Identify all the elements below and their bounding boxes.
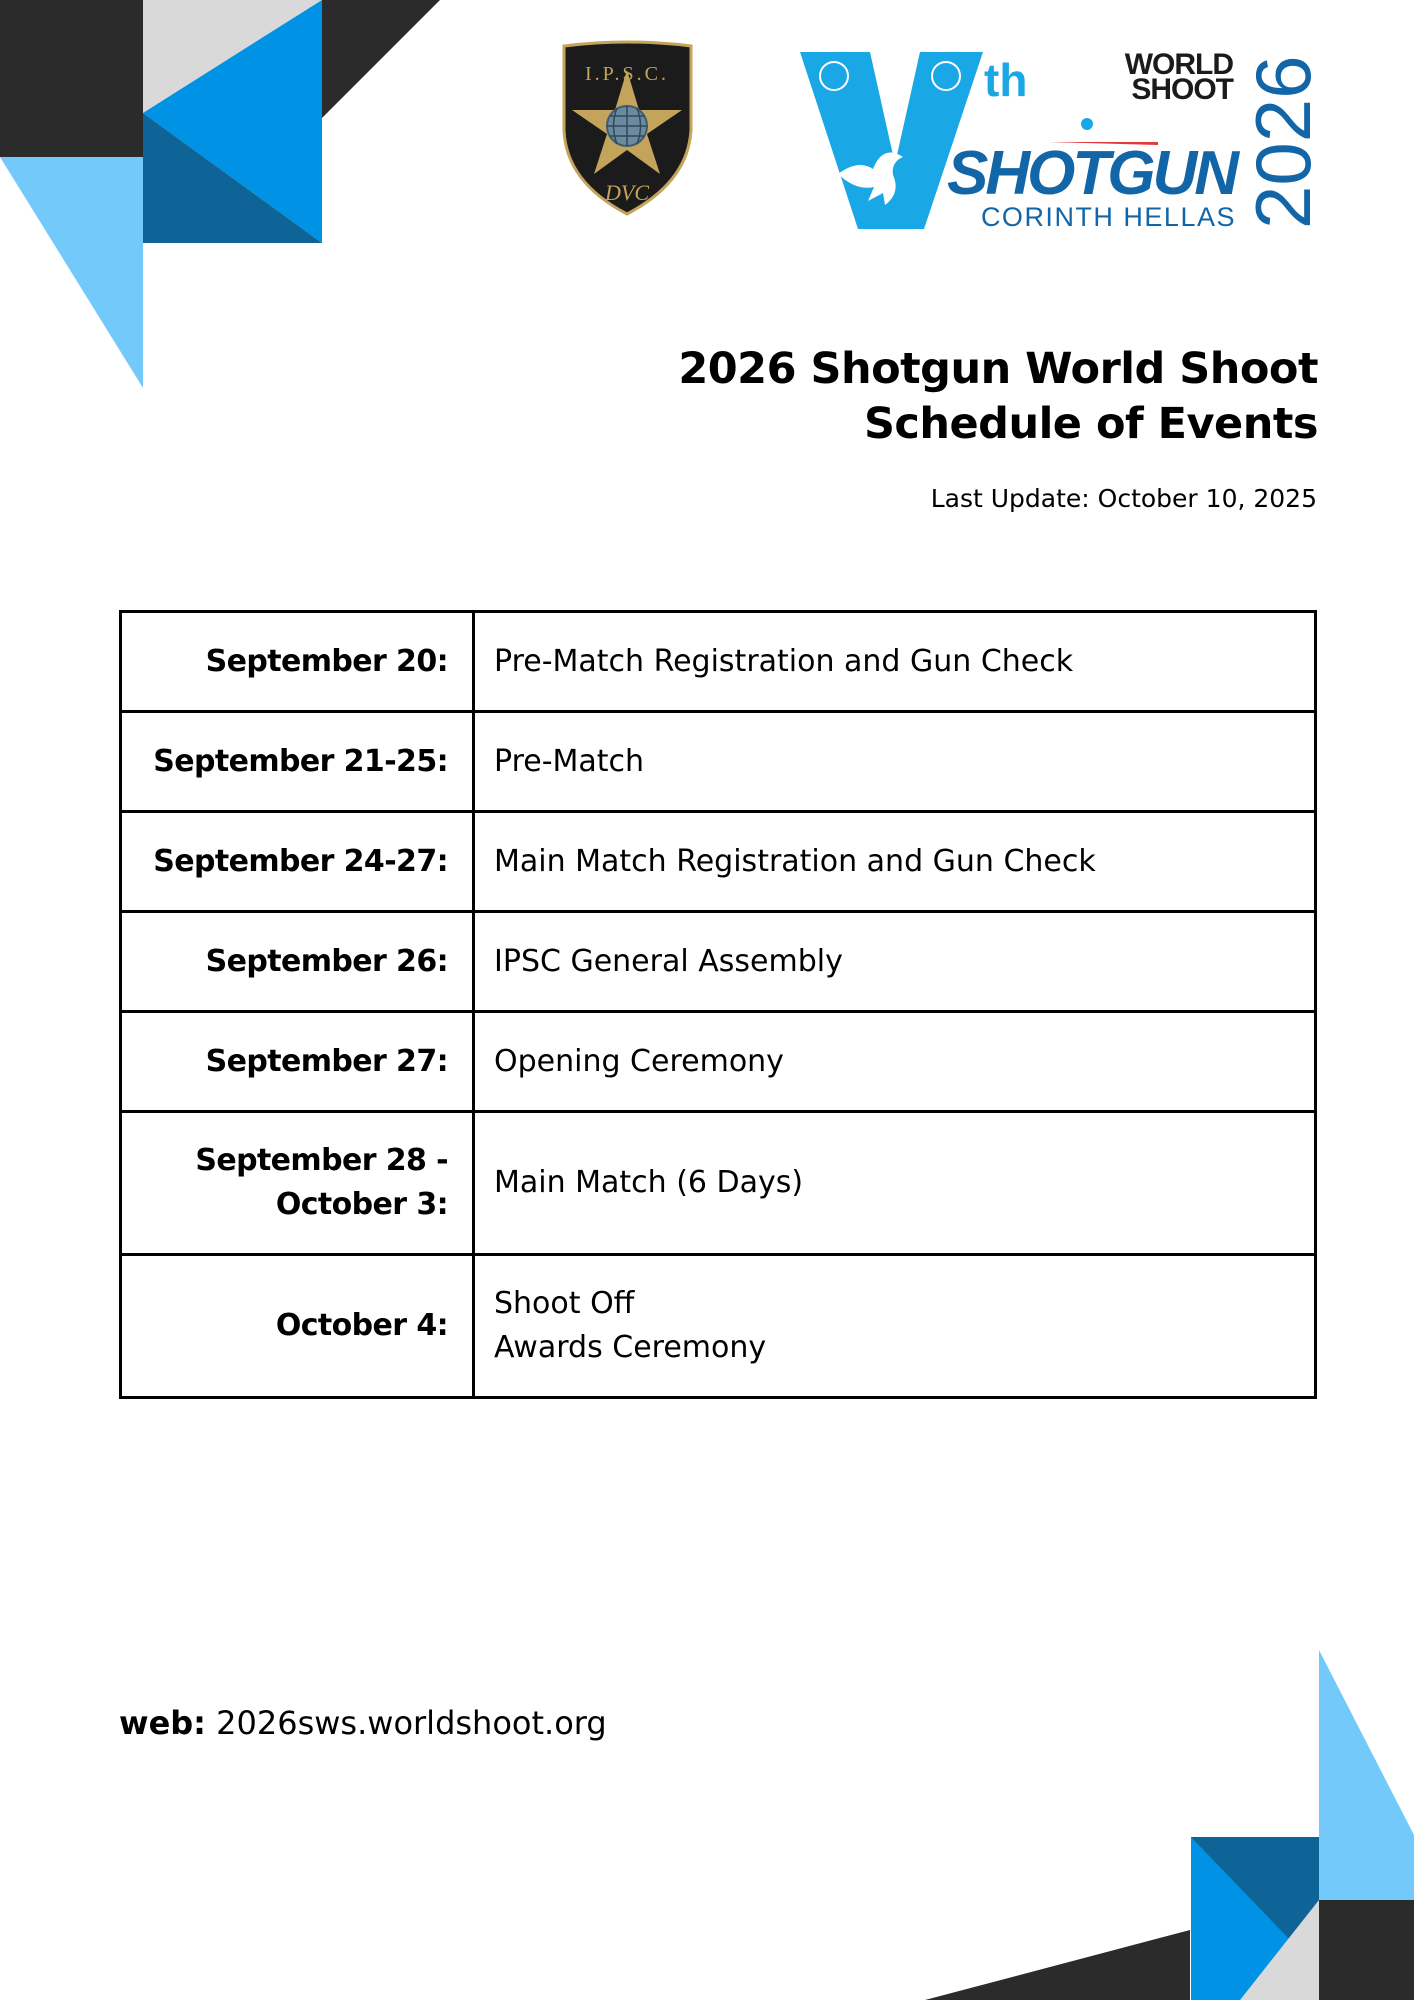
event-cell: Opening Ceremony	[474, 1012, 1316, 1112]
web-url-link[interactable]: 2026sws.worldshoot.org	[216, 1704, 607, 1742]
page-title	[418, 342, 1318, 452]
ipsc-badge-text: I.P.S.C.	[584, 63, 670, 85]
event-cell: Shoot Off Awards Ceremony	[474, 1255, 1316, 1398]
date-cell: September 27:	[121, 1012, 474, 1112]
table-row	[121, 812, 1316, 912]
table-row	[121, 912, 1316, 1012]
deco-dark-block	[1319, 1900, 1414, 2000]
title-line-2: Schedule of Events	[863, 399, 1318, 449]
edition-ordinal: th	[984, 54, 1028, 106]
table-row	[121, 612, 1316, 712]
event-cell: Main Match (6 Days)	[474, 1112, 1316, 1255]
dot-icon	[1081, 118, 1093, 130]
schedule-table	[119, 610, 1317, 1399]
deco-dark-block	[0, 0, 143, 157]
table-row	[121, 1012, 1316, 1112]
date-cell: September 26:	[121, 912, 474, 1012]
last-update: Last Update: October 10, 2025	[930, 484, 1317, 513]
location-name: CORINTH HELLAS	[980, 202, 1236, 232]
event-cell: IPSC General Assembly	[474, 912, 1316, 1012]
event-year: 2026	[1239, 55, 1327, 229]
event-cell: Pre-Match Registration and Gun Check	[474, 612, 1316, 712]
edition-letter: V	[798, 44, 799, 45]
title-line-1: 2026 Shotgun World Shoot	[678, 344, 1318, 394]
date-cell: September 28 - October 3:	[121, 1112, 474, 1255]
date-cell: September 21-25:	[121, 712, 474, 812]
table-row	[121, 1112, 1316, 1255]
deco-sky-triangle	[1319, 1650, 1414, 1900]
date-cell: October 4:	[121, 1255, 474, 1398]
deco-dark-triangle	[925, 1930, 1190, 2000]
deco-sky-triangle	[0, 157, 143, 388]
web-label: web:	[119, 1704, 206, 1742]
table-row	[121, 712, 1316, 812]
ipsc-logo	[560, 42, 695, 217]
discipline-name: SHOTGUN	[947, 139, 1236, 208]
event-cell: Pre-Match	[474, 712, 1316, 812]
table-row	[121, 1255, 1316, 1398]
date-cell: September 20:	[121, 612, 474, 712]
organizer-line1: WORLD	[1124, 48, 1233, 81]
deco-dark-triangle	[322, 0, 440, 118]
top-left-decoration	[0, 0, 440, 390]
date-cell: September 24-27:	[121, 812, 474, 912]
world-shoot-logo	[798, 44, 1327, 234]
organizer-line2: SHOOT	[1131, 73, 1233, 106]
ipsc-motto: DVC	[605, 180, 649, 205]
website-line	[119, 1704, 607, 1742]
event-cell: Main Match Registration and Gun Check	[474, 812, 1316, 912]
bottom-right-decoration	[900, 1650, 1414, 2000]
